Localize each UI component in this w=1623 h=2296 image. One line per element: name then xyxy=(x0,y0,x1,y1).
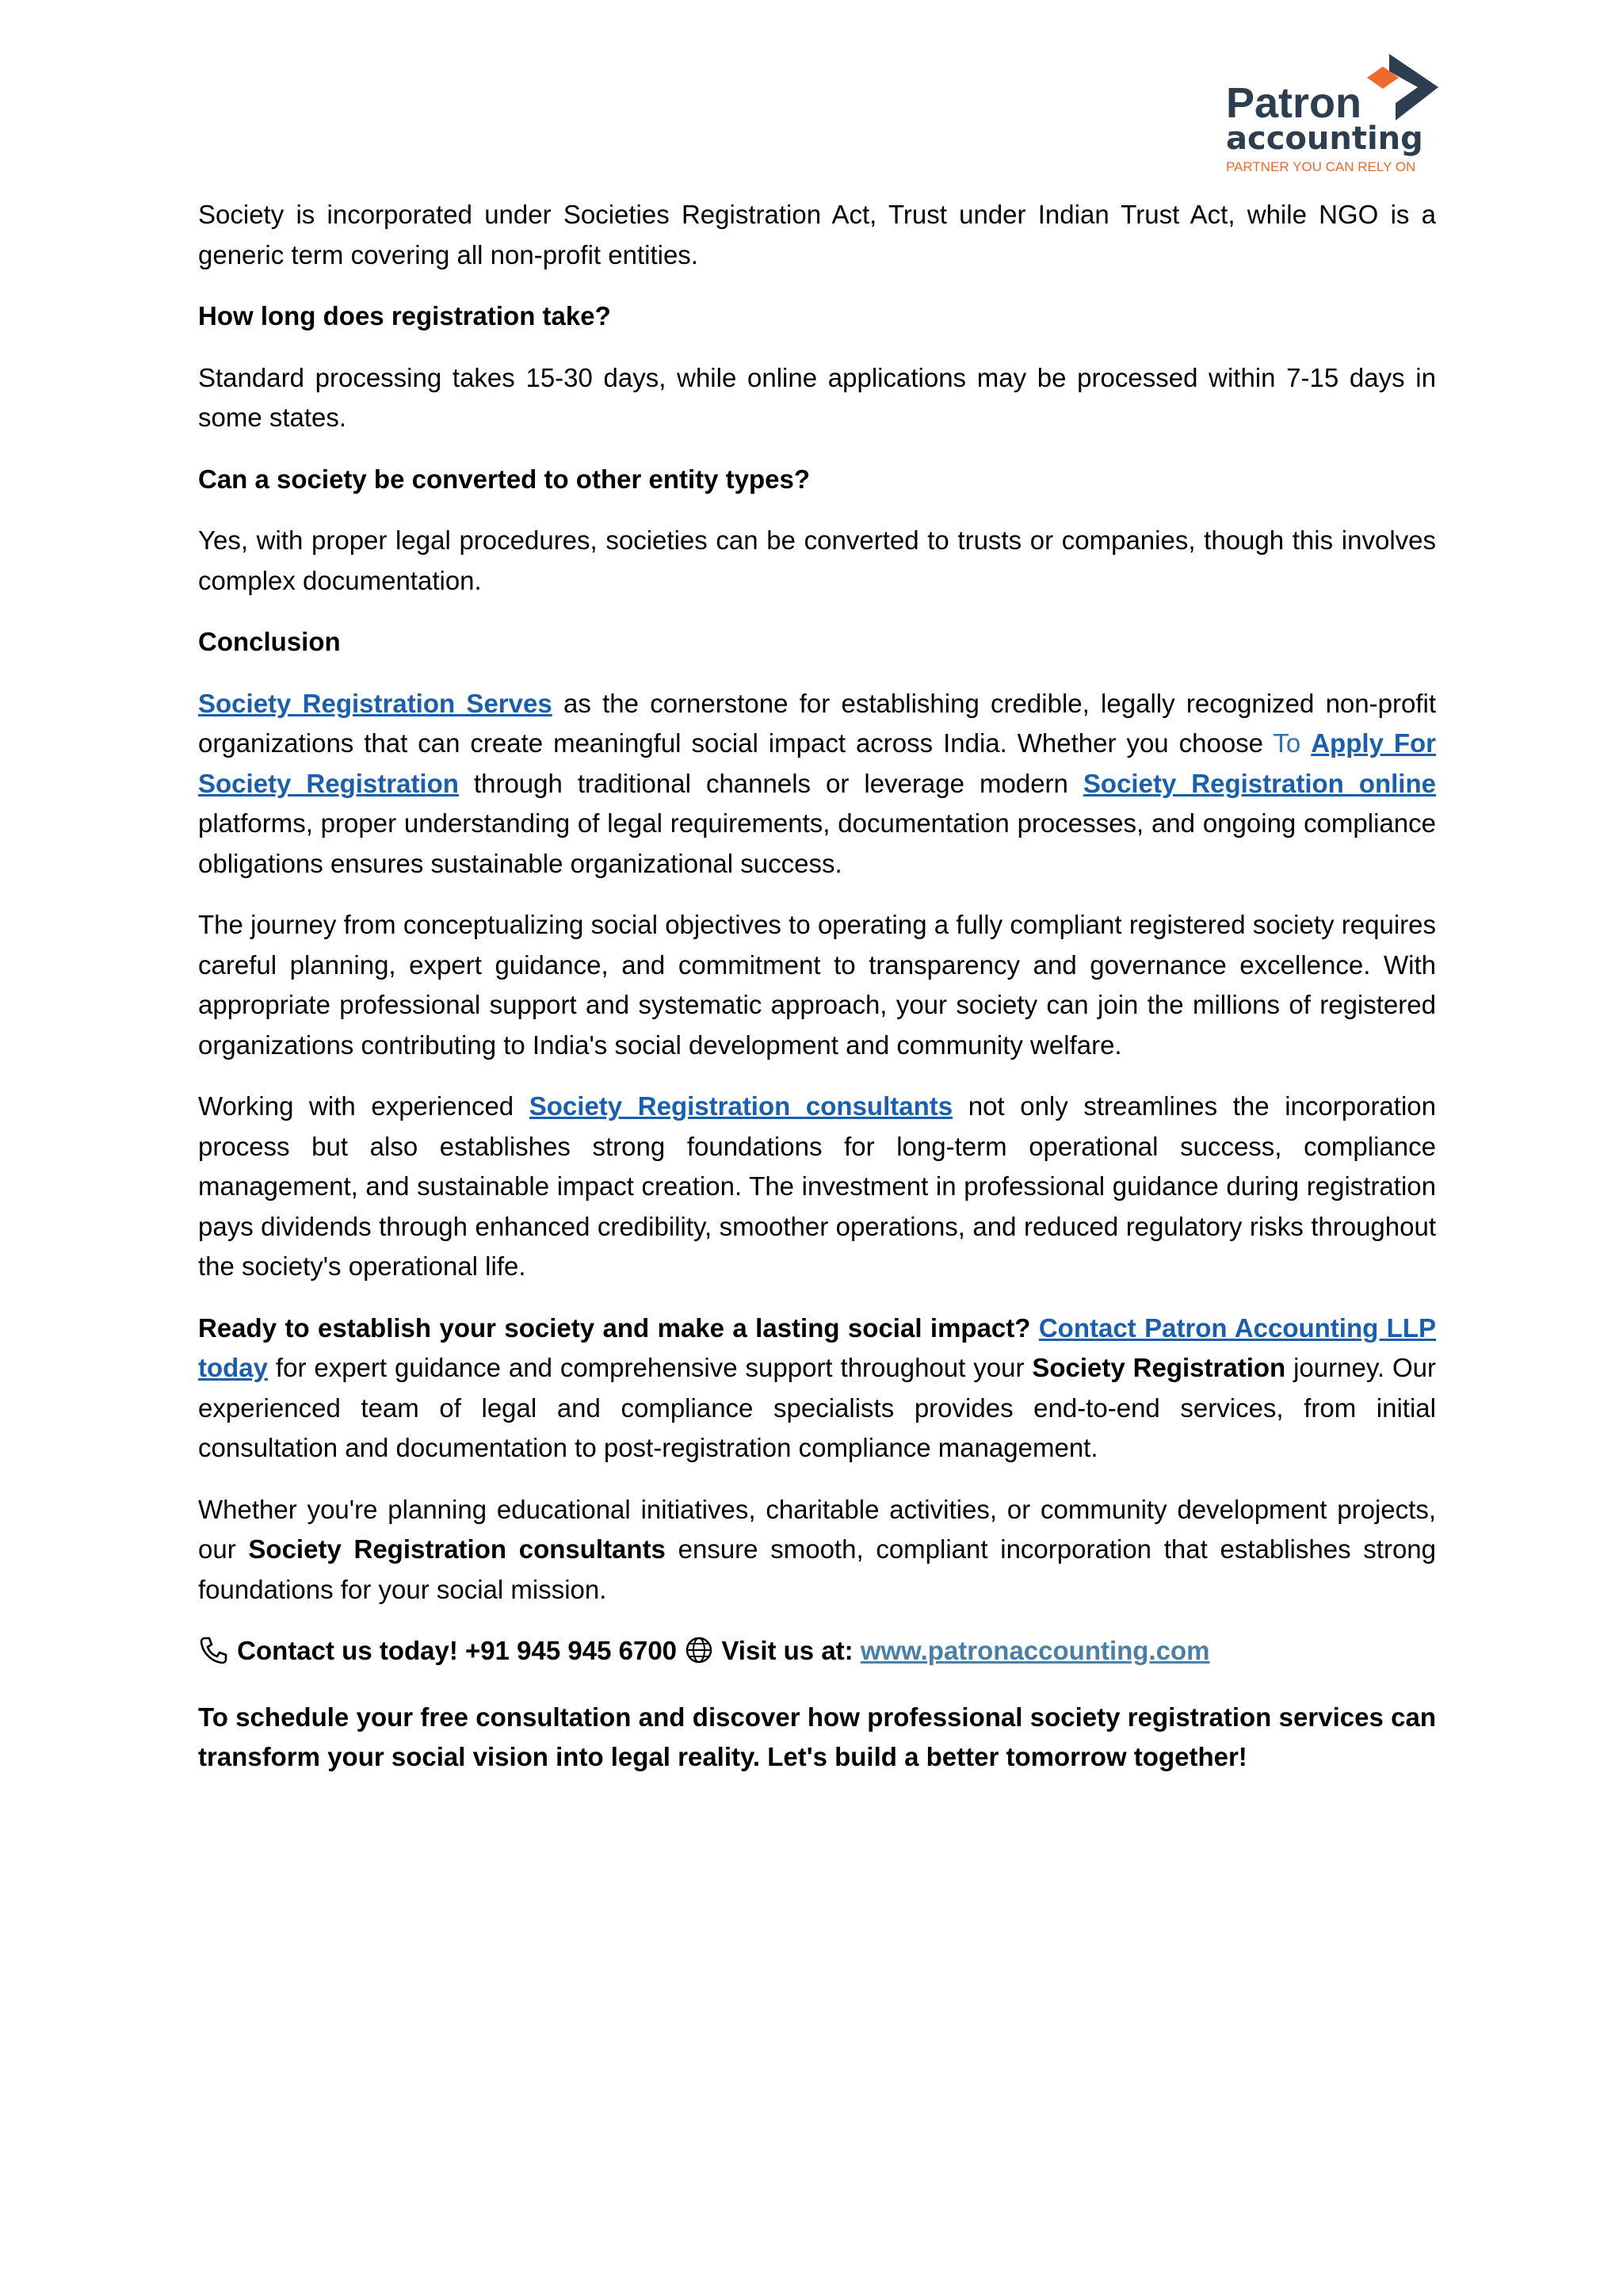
faq-question-3: Can a society be converted to other entity types? xyxy=(198,464,811,494)
conclusion-heading: Conclusion xyxy=(198,627,341,656)
visit-us-text: Visit us at: xyxy=(721,1636,854,1665)
to-text: To xyxy=(1273,728,1301,758)
text-span: through traditional channels or leverage modern xyxy=(458,768,1083,798)
text-span: journey. Our experienced team of legal and compliance specialists provides end-to-end services, from initial consultation and documentation to post-registration compliance management. xyxy=(198,1353,1436,1462)
document-body xyxy=(198,195,1436,1799)
closing-statement: To schedule your free consultation and discover how professional society registration services can transform your social vision into legal reality. Let's build a better tomorrow together! xyxy=(198,1702,1436,1771)
text-span: ensure smooth, compliant incorporation that establishes strong foundations for your social mission. xyxy=(198,1534,1436,1604)
faq-question-2: How long does registration take? xyxy=(198,301,611,330)
faq-answer-2: Standard processing takes 15-30 days, while online applications may be processed within 7-15 days in some states. xyxy=(198,362,1436,432)
society-registration-online-link[interactable]: Society Registration online xyxy=(1083,768,1436,798)
text-span: Working with experienced xyxy=(198,1091,529,1121)
text-span: Whether you're planning educational initiatives, charitable activities, or community development projects, our xyxy=(198,1494,1436,1564)
conclusion-paragraph-4 xyxy=(198,1308,1436,1469)
conclusion-paragraph-2: The journey from conceptualizing social objectives to operating a fully compliant registered society requires careful planning, expert guidance, and commitment to transparency and governance excellence. With appropriate professional support and systematic approach, your society can join the millions of registered organizations contributing to India's social development and community welfare. xyxy=(198,910,1436,1060)
society-registration-serves-link[interactable]: Society Registration Serves xyxy=(198,688,552,718)
text-span: platforms, proper understanding of legal requirements, documentation processes, and ongoing compliance obligations ensures sustainable organizational success. xyxy=(198,808,1436,878)
contact-phone-text: Contact us today! +91 945 945 6700 xyxy=(237,1636,678,1665)
cta-bold-text: Ready to establish your society and make a lasting social impact? xyxy=(198,1312,1031,1343)
apply-for-society-registration-link[interactable]: Apply For Society Registration xyxy=(198,728,1437,798)
contact-patron-accounting-link[interactable]: Contact Patron Accounting LLP today xyxy=(198,1312,1436,1382)
faq-answer-1: Society is incorporated under Societies Registration Act, Trust under Indian Trust Act, while NGO is a generic term covering all non-profit entities. xyxy=(198,200,1436,269)
society-registration-consultants-link[interactable]: Society Registration consultants xyxy=(529,1091,953,1121)
text-span xyxy=(1300,728,1311,758)
bold-text: Society Registration xyxy=(1032,1353,1286,1382)
conclusion-paragraph-3 xyxy=(198,1087,1436,1287)
svg-text:Patron: Patron xyxy=(1226,79,1362,127)
website-link[interactable]: www.patronaccounting.com xyxy=(860,1636,1210,1665)
conclusion-paragraph-1 xyxy=(198,684,1436,884)
faq-answer-3: Yes, with proper legal procedures, societies can be converted to trusts or companies, though this involves complex documentation. xyxy=(198,525,1436,595)
company-logo xyxy=(1224,48,1438,178)
text-span xyxy=(1030,1313,1038,1343)
globe-icon xyxy=(684,1636,714,1676)
text-span: for expert guidance and comprehensive support throughout your xyxy=(268,1353,1033,1382)
text-span: not only streamlines the incorporation process but also establishes strong foundations for long-term operational success, compliance management, and sustainable impact creation. The investment in professional guidance during registration pays dividends through enhanced credibility, smoother operations, and reduced regulatory risks throughout the society's operational life. xyxy=(198,1091,1436,1281)
svg-text:PARTNER YOU CAN RELY ON: PARTNER YOU CAN RELY ON xyxy=(1226,159,1416,174)
bold-text: Society Registration consultants xyxy=(248,1534,666,1564)
text-span: as the cornerstone for establishing credible, legally recognized non-profit organizations that can create meaningful social impact across India. Whether you choose xyxy=(198,688,1436,758)
conclusion-paragraph-5 xyxy=(198,1490,1436,1610)
phone-icon xyxy=(198,1636,230,1676)
svg-text:accounting: accounting xyxy=(1226,120,1423,157)
contact-line xyxy=(198,1631,1436,1676)
